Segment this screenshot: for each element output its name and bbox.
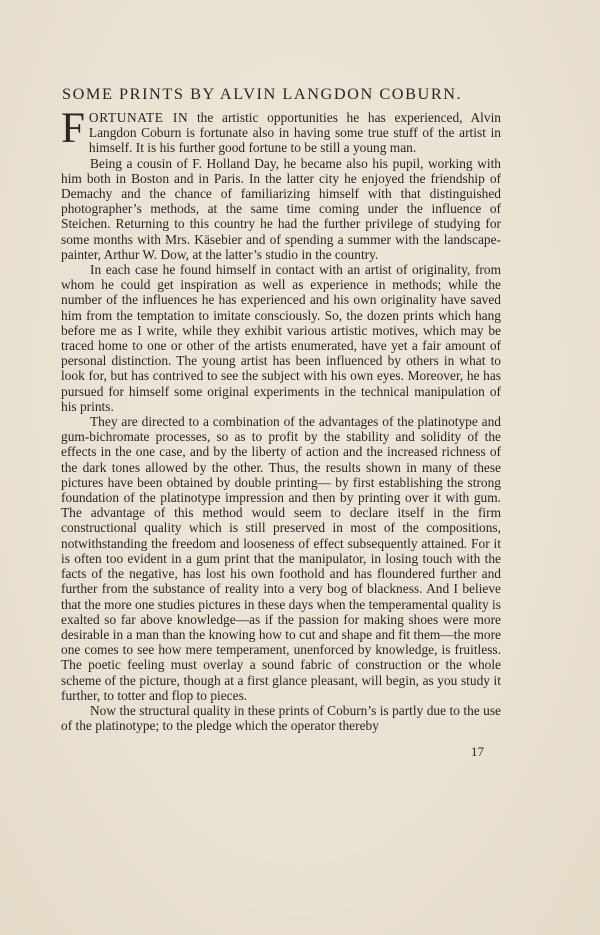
article-title: SOME PRINTS BY ALVIN LANGDON COBURN. xyxy=(62,84,463,103)
paragraph-1 xyxy=(61,105,501,156)
paragraph-4: They are directed to a combination of the advantages of the platinotype and gum-bichromate processes, so as to profit by the stability and solidity of the effects in the one case, and by the liberty of action and the increased richness of the dark tones allowed by the other. Thus, the results shown in many of these pictures have been obtained by double printing— by first establishing the strong foundation of the platinotype impression and then by printing over it with gum. The advantage of this method would seem to declare itself in the firm constructional quality which is still preserved in most of the compositions, notwithstanding the freedom and looseness of effect subsequently attained. For it is often too evident in a gum print that the manipulator, in losing touch with the facts of the negative, has lost his own foothold and has floundered further and further from the substance of reality into a very bog of blackness. And I believe that the more one studies pictures in these days when the temperamental quality is exalted so far above knowledge—as if the passion for making shoes were more desirable in a man than the knowing how to cut and shape and fit them—the more one comes to see how mere temperament, unenforced by knowledge, is fruitless. The poetic feeling must overlay a sound fabric of construction or the whole scheme of the picture, though at a first glance pleasant, will begin, as you study it further, to totter and flop to pieces. xyxy=(61,414,501,703)
paragraph-3: In each case he found himself in contact with an artist of originality, from whom he could get inspiration as well as experience in methods; while the number of the influences he has experienced and his own originality have saved him from the temptation to imitate consciously. So, the dozen prints which hang before me as I write, while they exhibit various artistic motives, which may be traced home to one or other of the artists enumerated, have yet a fair amount of personal distinction. The young artist has been influenced by others in what to look for, but has contrived to see the subject with his own eyes. Moreover, he has pursued for himself some original experiments in the technical manipulation of his prints. xyxy=(61,262,501,414)
article-body xyxy=(61,105,501,734)
paragraph-1-text: the artistic opportunities he has experienced, Alvin Langdon Coburn is fortunate also in having some true stuff of the artist in himself. It is his further good fortune to be still a young man. xyxy=(88,110,501,156)
paragraph-2: Being a cousin of F. Holland Day, he became also his pupil, working with him both in Boston and in Paris. In the latter city he enjoyed the friendship of Demachy and the chance of familiarizing himself with that distinguished photographer’s methods, at the same time coming under the influence of Steichen. Returning to this country he had the further privilege of studying for some months with Mrs. Käsebier and of spending a summer with the landscape-painter, Arthur W. Dow, at the latter’s studio in the country. xyxy=(61,155,501,262)
opening-words: ORTUNATE IN xyxy=(88,110,189,125)
drop-cap: F xyxy=(61,105,85,152)
page-number: 17 xyxy=(471,744,484,759)
paragraph-5: Now the structural quality in these prints of Coburn’s is partly due to the use of the platinotype; to the pledge which the operator thereby xyxy=(61,702,501,734)
